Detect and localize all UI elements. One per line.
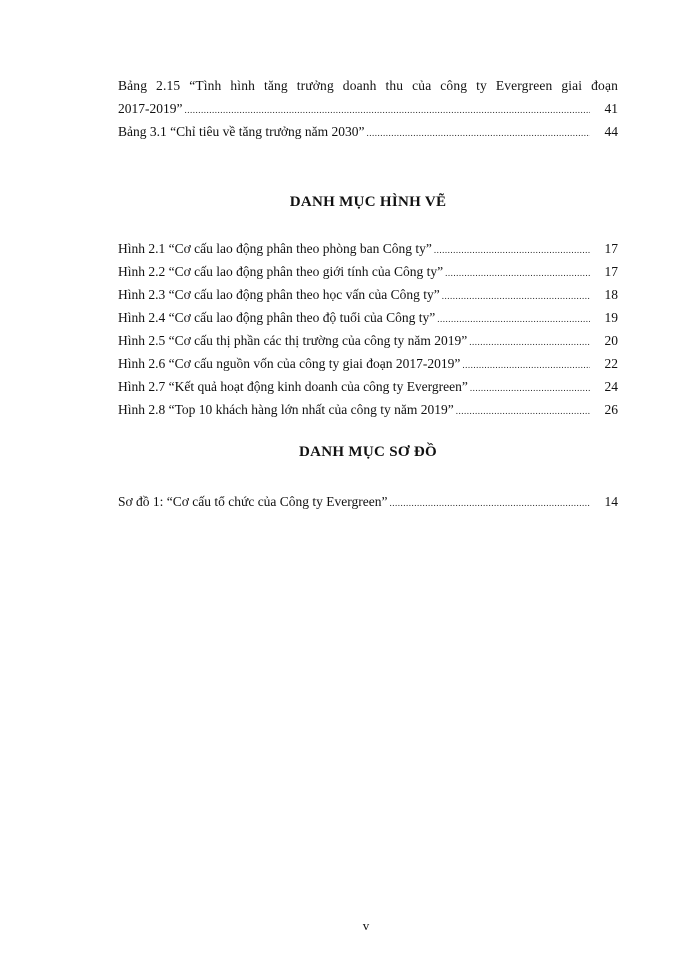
toc-page-number: 17 [604, 241, 618, 256]
dot-leader [390, 492, 590, 515]
toc-page-number: 41 [604, 101, 618, 116]
toc-entry-label: Bảng 3.1 “Chỉ tiêu về tăng trưởng năm 2030” [118, 124, 365, 139]
diagrams-list [118, 490, 618, 513]
toc-page-number: 17 [604, 264, 618, 279]
toc-page-number: 20 [604, 333, 618, 348]
toc-entry-figure-2-8[interactable] [118, 398, 618, 421]
toc-entry-figure-2-4[interactable] [118, 306, 618, 329]
dot-leader [367, 122, 590, 145]
toc-page-number: 26 [604, 402, 618, 417]
toc-entry-table-2-15[interactable] [118, 74, 618, 120]
figures-list [118, 237, 618, 421]
dot-leader [456, 400, 590, 423]
dot-leader [462, 354, 590, 377]
dot-leader [185, 99, 591, 122]
toc-entry-figure-2-7[interactable] [118, 375, 618, 398]
dot-leader [445, 262, 590, 285]
toc-entry-figure-2-6[interactable] [118, 352, 618, 375]
toc-entry-figure-2-5[interactable] [118, 329, 618, 352]
toc-entry-figure-2-1[interactable] [118, 237, 618, 260]
toc-entry-label: Hình 2.7 “Kết quả hoạt động kinh doanh của công ty Evergreen” [118, 379, 468, 394]
dot-leader [437, 308, 590, 331]
toc-page-number: 14 [604, 494, 618, 509]
toc-entry-label: Hình 2.4 “Cơ cấu lao động phân theo độ tuổi của Công ty” [118, 310, 436, 325]
toc-entry-label: Hình 2.3 “Cơ cấu lao động phân theo học vấn của Công ty” [118, 287, 440, 302]
toc-entry-label: Hình 2.2 “Cơ cấu lao động phân theo giới tính của Công ty” [118, 264, 444, 279]
toc-entry-table-3-1[interactable] [118, 120, 618, 143]
page-footer-number: v [362, 918, 370, 933]
toc-page-number: 18 [604, 287, 618, 302]
dot-leader [434, 239, 590, 262]
toc-entry-figure-2-3[interactable] [118, 283, 618, 306]
toc-entry-label: Sơ đồ 1: “Cơ cấu tổ chức của Công ty Evergreen” [118, 494, 388, 509]
toc-entry-figure-2-2[interactable] [118, 260, 618, 283]
dot-leader [469, 331, 590, 354]
toc-page-number: 22 [604, 356, 618, 371]
toc-page-number: 24 [604, 379, 618, 394]
toc-page-number: 44 [604, 124, 618, 139]
diagrams-list-heading: DANH MỤC SƠ ĐỒ [299, 444, 437, 460]
toc-entry-label-line2: 2017-2019” [118, 101, 183, 116]
figures-list-heading: DANH MỤC HÌNH VẼ [289, 194, 447, 210]
toc-entry-label: Hình 2.8 “Top 10 khách hàng lớn nhất của công ty năm 2019” [118, 402, 454, 417]
dot-leader [442, 285, 590, 308]
toc-entry-label: Hình 2.5 “Cơ cấu thị phần các thị trường của công ty năm 2019” [118, 333, 468, 348]
toc-page-number: 19 [604, 310, 618, 325]
toc-entry-label-line1: Bảng 2.15 “Tình hình tăng trưởng doanh thu của công ty Evergreen giai đoạn [118, 78, 618, 93]
toc-entry-diagram-1[interactable] [118, 490, 618, 513]
toc-entry-label: Hình 2.6 “Cơ cấu nguồn vốn của công ty giai đoạn 2017-2019” [118, 356, 461, 371]
dot-leader [470, 377, 590, 400]
toc-entry-label: Hình 2.1 “Cơ cấu lao động phân theo phòng ban Công ty” [118, 241, 432, 256]
